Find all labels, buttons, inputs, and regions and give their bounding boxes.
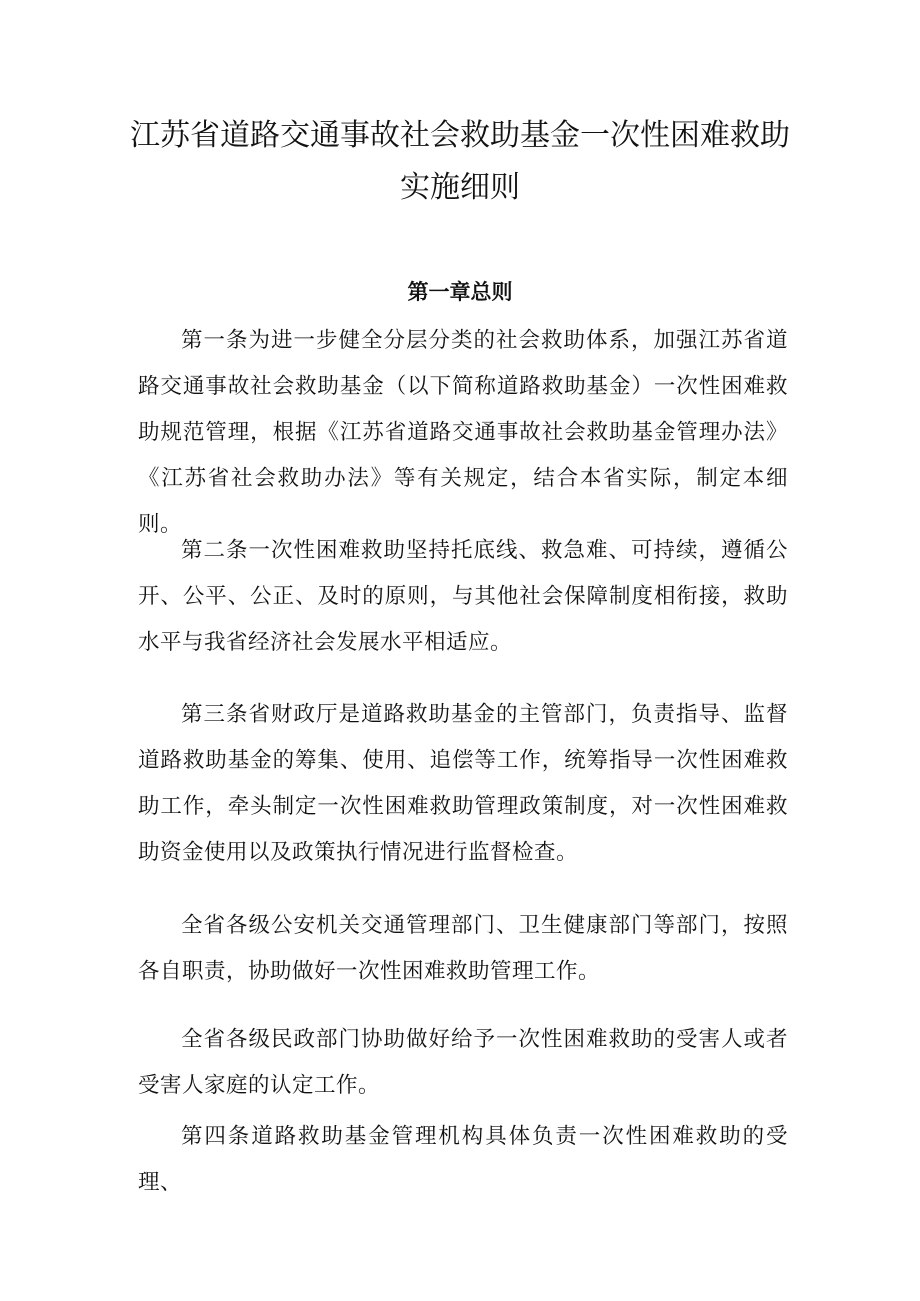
article-3-clause-3-paragraph: 全省各级民政部门协助做好给予一次性困难救助的受害人或者受害人家庭的认定工作。 — [138, 1027, 788, 1098]
chapter-title: 第一章总则 — [407, 279, 513, 304]
article-3-clause-2-paragraph: 全省各级公安机关交通管理部门、卫生健康部门等部门，按照各自职责，协助做好一次性困难救助管理工作。 — [138, 913, 788, 984]
document-title — [100, 110, 820, 214]
document-title-line-1: 江苏省道路交通事故社会救助基金一次性困难救助 — [130, 118, 790, 153]
article-2-paragraph: 第二条一次性困难救助坚持托底线、救急难、可持续，遵循公开、公平、公正、及时的原则，与其他社会保障制度相衔接，救助水平与我省经济社会发展水平相适应。 — [138, 538, 788, 655]
article-1-paragraph: 第一条为进一步健全分层分类的社会救助体系，加强江苏省道路交通事故社会救助基金（以下简称道路救助基金）一次性困难救助规范管理，根据《江苏省道路交通事故社会救助基金管理办法》《江苏省社会救助办法》等有关规定，结合本省实际，制定本细则。 — [138, 328, 788, 537]
article-3-paragraph: 第三条省财政厅是道路救助基金的主管部门，负责指导、监督道路救助基金的筹集、使用、追偿等工作，统筹指导一次性困难救助工作，牵头制定一次性困难救助管理政策制度，对一次性困难救助资金使用以及政策执行情况进行监督检查。 — [138, 702, 788, 865]
document-title-line-2: 实施细则 — [400, 170, 520, 205]
article-4-paragraph: 第四条道路救助基金管理机构具体负责一次性困难救助的受理、 — [138, 1124, 788, 1195]
